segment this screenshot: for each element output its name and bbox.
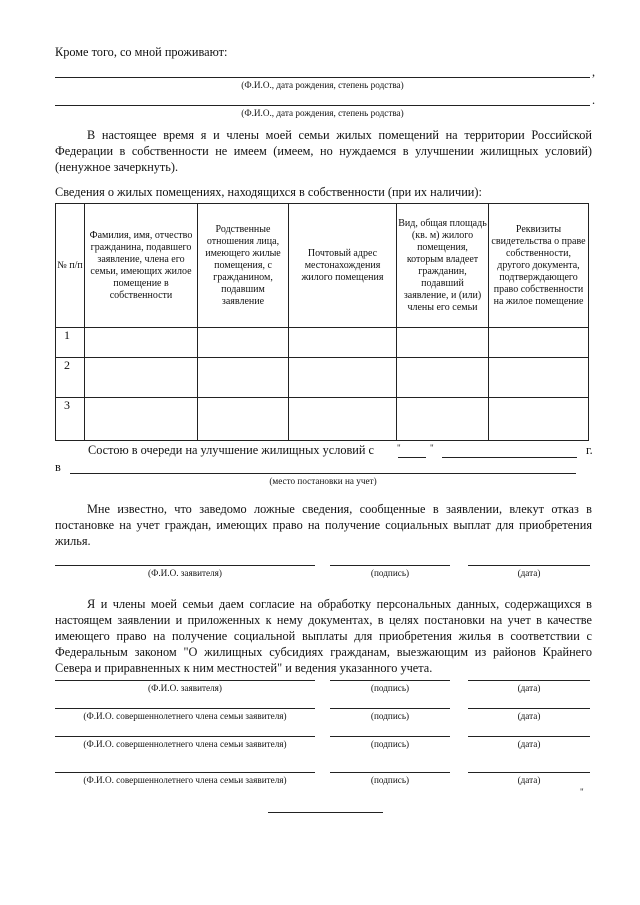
table-row: 1 [56, 328, 589, 358]
member-name-field[interactable] [55, 772, 315, 773]
date-field[interactable] [468, 565, 590, 566]
place-field[interactable] [70, 473, 576, 474]
header-certificate: Реквизиты свидетельства о праве собственности, другого документа, подтверждающего право собственности на жилое помещение [489, 204, 589, 328]
fill-line [55, 77, 590, 78]
queue-text: Состою в очереди на улучшение жилищных условий с [88, 443, 374, 457]
signature-field[interactable] [330, 565, 450, 566]
paragraph-housing: В настоящее время я и члены моей семьи жилых помещений на территории Российской Федерации в собственности не имеем (имеем, но нуждаемся в улучшении жилищных условий) (ненужное зачеркнуть). [55, 128, 592, 174]
document-page: Кроме того, со мной проживают: , (Ф.И.О., дата рождения, степень родства) . (Ф.И.О., дата рождения, степень родства) В настоящее время я и члены моей семьи жилых помещений на территории Российской Федерации в собственности не имеем (имеем, но нуждаемся в улучшении жилищных условий) (ненужное зачеркнуть). Сведения о жилых помещениях, находящихся в собственности (при их наличии): № п/п Фамилия, имя, отчество гражданина, подавшего заявление, члена его семьи, имеющих жилое помещение в собственности Родственные отношения лица, имеющего жилые помещения, с гражданином, подавшим заявление Почтовый адрес местонахождения жилого помещения Вид, общая площадь (кв. м) жилого помещения, которым владеет гражданин, подавший заявление, и (или) члены его семьи Реквизиты свидетельства о праве собственности, другого документа, подтверждающего право собственности на жилое помещение 1 2 3 Состою в очереди на улучшение жилищных условий с " " г. в (место постановки на учет) Мне известно, что заведомо ложные сведения, сообщенные в заявлении, влекут отказ в постановке на учет граждан, имеющих право на получение социальных выплат для приобретения жилья. (Ф.И.О. заявителя) (подпись) (дата) Я и члены моей семьи даем согласие на обработку персональных данных, содержащихся в настоящем заявлении и приложенных к нему документах, в целях постановки на учет в качестве имеющего право на получение социальной выплаты для приобретения жилья в соответствии с Федеральным законом "О жилищных субсидиях гражданам, выезжающим из районов Крайнего Севера и приравненных к ним местностей" и ведения указанного учета. (Ф.И.О. заявителя) (подпись) (дата) (Ф.И.О. совершеннолетнего члена семьи заявителя) (подпись) (дата) (Ф.И.О. совершеннолетнего члена семьи заявителя) (подпись) (дата) (Ф.И.О. совершеннолетнего члена семьи заявителя) (подпись) (дата) " [0, 0, 640, 905]
header-number: № п/п [56, 204, 85, 328]
fio-caption: (Ф.И.О., дата рождения, степень родства) [241, 108, 404, 118]
table-row: 2 [56, 358, 589, 398]
separator-line [268, 812, 383, 813]
fill-line [55, 105, 590, 106]
property-table [55, 203, 589, 441]
table-title: Сведения о жилых помещениях, находящихся в собственности (при их наличии): [55, 185, 482, 199]
date-field[interactable] [468, 708, 590, 709]
applicant-name-field[interactable] [55, 565, 315, 566]
signature-field[interactable] [330, 772, 450, 773]
signature-field[interactable] [330, 708, 450, 709]
paragraph-consent: Я и члены моей семьи даем согласие на обработку персональных данных, содержащихся в настоящем заявлении и приложенных к нему документах, в целях постановки на учет в качестве имеющего право на получение социальной выплаты для приобретения жилья в соответствии с Федеральным законом "О жилищных субсидиях гражданам, выезжающим из районов Крайнего Севера и приравненных к ним местностей" и ведения указанного учета. [55, 597, 592, 675]
member-name-field[interactable] [55, 736, 315, 737]
paragraph-warning: Мне известно, что заведомо ложные сведения, сообщенные в заявлении, влекут отказ в постановке на учет граждан, имеющих право на получение социальных выплат для приобретения жилья. [55, 502, 592, 548]
date-field[interactable] [468, 772, 590, 773]
intro-text: Кроме того, со мной проживают: [55, 45, 228, 59]
signature-field[interactable] [330, 680, 450, 681]
header-relation: Родственные отношения лица, имеющего жилые помещения, с гражданином, подавшим заявление [198, 204, 289, 328]
header-area: Вид, общая площадь (кв. м) жилого помещения, которым владеет гражданин, подавший заявление, и (или) члены его семьи [397, 204, 489, 328]
day-field[interactable] [398, 457, 426, 458]
header-address: Почтовый адрес местонахождения жилого помещения [289, 204, 397, 328]
fio-caption: (Ф.И.О., дата рождения, степень родства) [241, 80, 404, 90]
table-row: 3 [56, 398, 589, 441]
member-name-field[interactable] [55, 708, 315, 709]
signature-field[interactable] [330, 736, 450, 737]
date-field[interactable] [468, 736, 590, 737]
month-year-field[interactable] [442, 457, 577, 458]
applicant-name-field[interactable] [55, 680, 315, 681]
place-caption: (место постановки на учет) [269, 476, 377, 486]
header-name: Фамилия, имя, отчество гражданина, подавшего заявление, члена его семьи, имеющих жилое помещение в собственности [85, 204, 198, 328]
date-field[interactable] [468, 680, 590, 681]
